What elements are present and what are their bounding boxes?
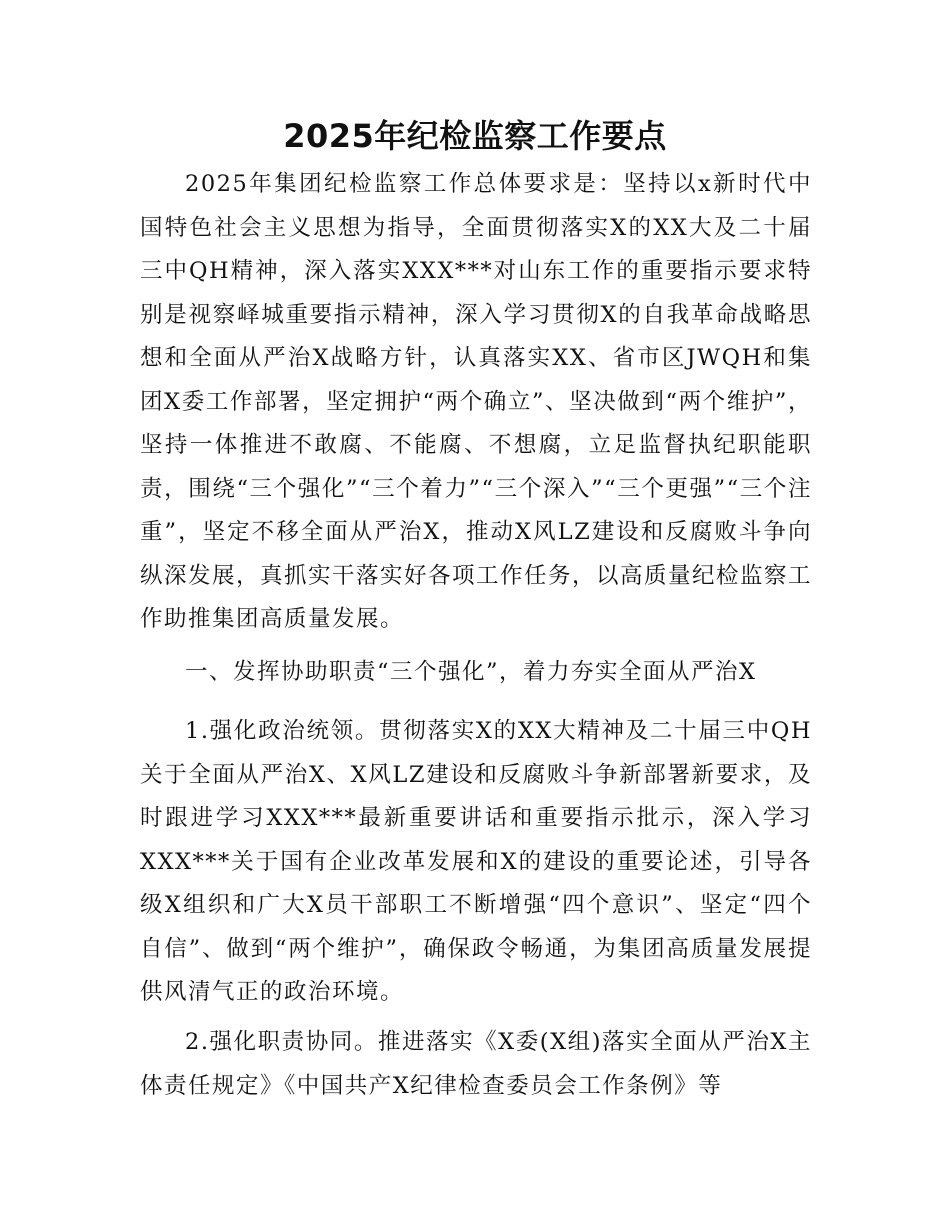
document-title: 2025年纪检监察工作要点 [283, 117, 667, 155]
intro-paragraph: 2025年集团纪检监察工作总体要求是：坚持以x新时代中国特色社会主义思想为指导，全面贯彻落实X的XX大及二十届三中QH精神，深入落实XXX***对山东工作的重要指示要求特别是视察峄城重要指示精神，深入学习贯彻X的自我革命战略思想和全面从严治X战略方针，认真落实XX、省市区JWQH和集团X委工作部署，坚定拥护“两个确立”、坚决做到“两个维护”，坚持一体推进不敢腐、不能腐、不想腐，立足监督执纪职能职责，围绕“三个强化”“三个着力”“三个深入”“三个更强”“三个注重”，坚定不移全面从严治X，推动X风LZ建设和反腐败斗争向纵深发展，真抓实干落实好各项工作任务，以高质量纪检监察工作助推集团高质量发展。 [140, 171, 813, 632]
item-paragraph-1: 1.强化政治统领。贯彻落实X的XX大精神及二十届三中QH关于全面从严治X、X风LZ建设和反腐败斗争新部署新要求，及时跟进学习XXX***最新重要讲话和重要指示批示，深入学习XXX***关于国有企业改革发展和X的建设的重要论述，引导各级X组织和广大X员干部职工不断增强“四个意识”、坚定“四个自信”、做到“两个维护”，确保政令畅通，为集团高质量发展提供风清气正的政治环境。 [140, 718, 812, 1005]
item-paragraph-2: 2.强化职责协同。推进落实《X委(X组)落实全面从严治X主体责任规定》《中国共产X纪律检查委员会工作条例》等 [140, 1029, 812, 1099]
section-heading: 一、发挥协助职责“三个强化”，着力夯实全面从严治X [185, 659, 757, 685]
